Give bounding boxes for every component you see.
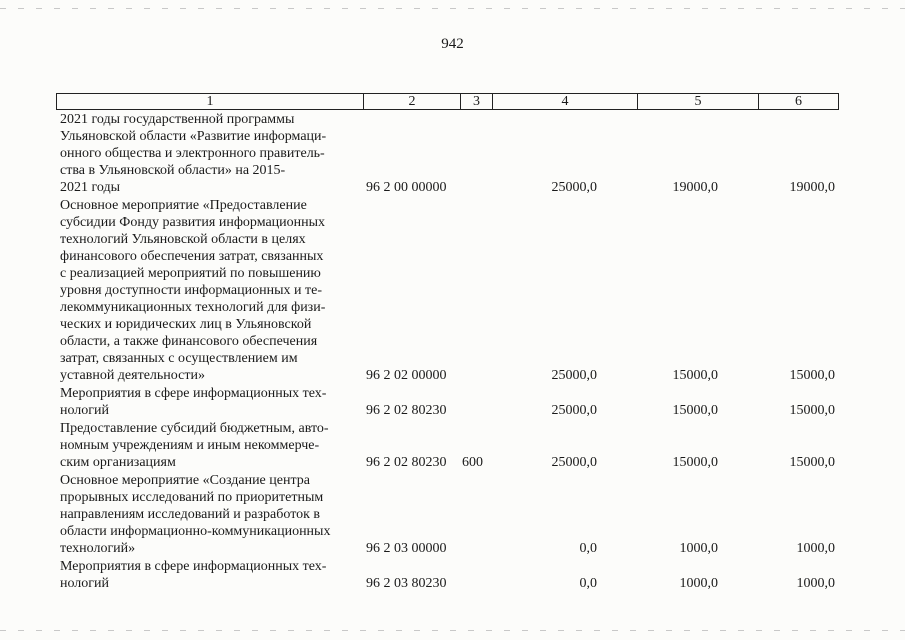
- row-value-col6: 1000,0: [796, 576, 835, 591]
- row-value-col6: 1000,0: [796, 541, 835, 556]
- column-header-2: 2: [364, 94, 461, 109]
- table-row: [56, 385, 839, 419]
- column-header-5: 5: [638, 94, 759, 109]
- table-row: [56, 197, 839, 384]
- row-code: 96 2 00 00000: [366, 180, 447, 195]
- row-description: Основное мероприятие «Создание центра прорывных исследований по приоритетным направлениям исследований и разработок в области информационно-коммуникационных технологий»: [60, 473, 331, 556]
- scan-artifact-top: [0, 8, 905, 9]
- row-value-col5: 1000,0: [679, 541, 718, 556]
- row-description: Мероприятия в сфере информационных тех- нологий: [60, 559, 327, 591]
- table-header: [56, 93, 839, 110]
- scan-artifact-bottom: [0, 630, 905, 631]
- row-value-col5: 15000,0: [672, 403, 718, 418]
- row-value-col5: 19000,0: [672, 180, 718, 195]
- row-value-col6: 19000,0: [789, 180, 835, 195]
- row-expense-type: 600: [462, 455, 483, 470]
- row-description: Мероприятия в сфере информационных тех- нологий: [60, 386, 327, 418]
- column-header-1: 1: [57, 94, 364, 109]
- column-header-4: 4: [493, 94, 638, 109]
- row-code: 96 2 02 00000: [366, 368, 447, 383]
- row-value-col4: 25000,0: [551, 455, 597, 470]
- row-value-col5: 15000,0: [672, 455, 718, 470]
- column-header-3: 3: [461, 94, 493, 109]
- column-header-6: 6: [795, 94, 802, 109]
- row-code: 96 2 02 80230: [366, 403, 447, 418]
- table-row: [56, 111, 839, 196]
- table-row: [56, 420, 839, 471]
- row-code: 96 2 02 80230: [366, 455, 447, 470]
- row-value-col4: 0,0: [579, 576, 597, 591]
- row-value-col6: 15000,0: [789, 368, 835, 383]
- row-value-col6: 15000,0: [789, 455, 835, 470]
- row-code: 96 2 03 00000: [366, 541, 447, 556]
- row-value-col6: 15000,0: [789, 403, 835, 418]
- row-description: Предоставление субсидий бюджетным, авто- номным учреждениям и иным некоммерче- ским организациям: [60, 421, 329, 470]
- table-row: [56, 558, 839, 592]
- row-value-col5: 15000,0: [672, 368, 718, 383]
- page-number: 942: [441, 36, 464, 52]
- row-value-col4: 25000,0: [551, 403, 597, 418]
- row-value-col5: 1000,0: [679, 576, 718, 591]
- row-description: 2021 годы государственной программы Ульяновской области «Развитие информаци- онного общества и электронного правитель- ства в Ульяновской области» на 2015- 2021 годы: [60, 112, 327, 195]
- row-value-col4: 25000,0: [551, 180, 597, 195]
- row-value-col4: 25000,0: [551, 368, 597, 383]
- table-row: [56, 472, 839, 557]
- row-code: 96 2 03 80230: [366, 576, 447, 591]
- row-description: Основное мероприятие «Предоставление субсидии Фонду развития информационных технологий Ульяновской области в целях финансового обеспечения затрат, связанных с реализацией мероприятий по повышению уровня доступности информационных и те- лекоммуникационных технологий для физи- ческих и юридических лиц в Ульяновской области, а также финансового обеспечения затрат, связанных с осуществлением им уставной деятельности»: [60, 198, 326, 383]
- row-value-col4: 0,0: [579, 541, 597, 556]
